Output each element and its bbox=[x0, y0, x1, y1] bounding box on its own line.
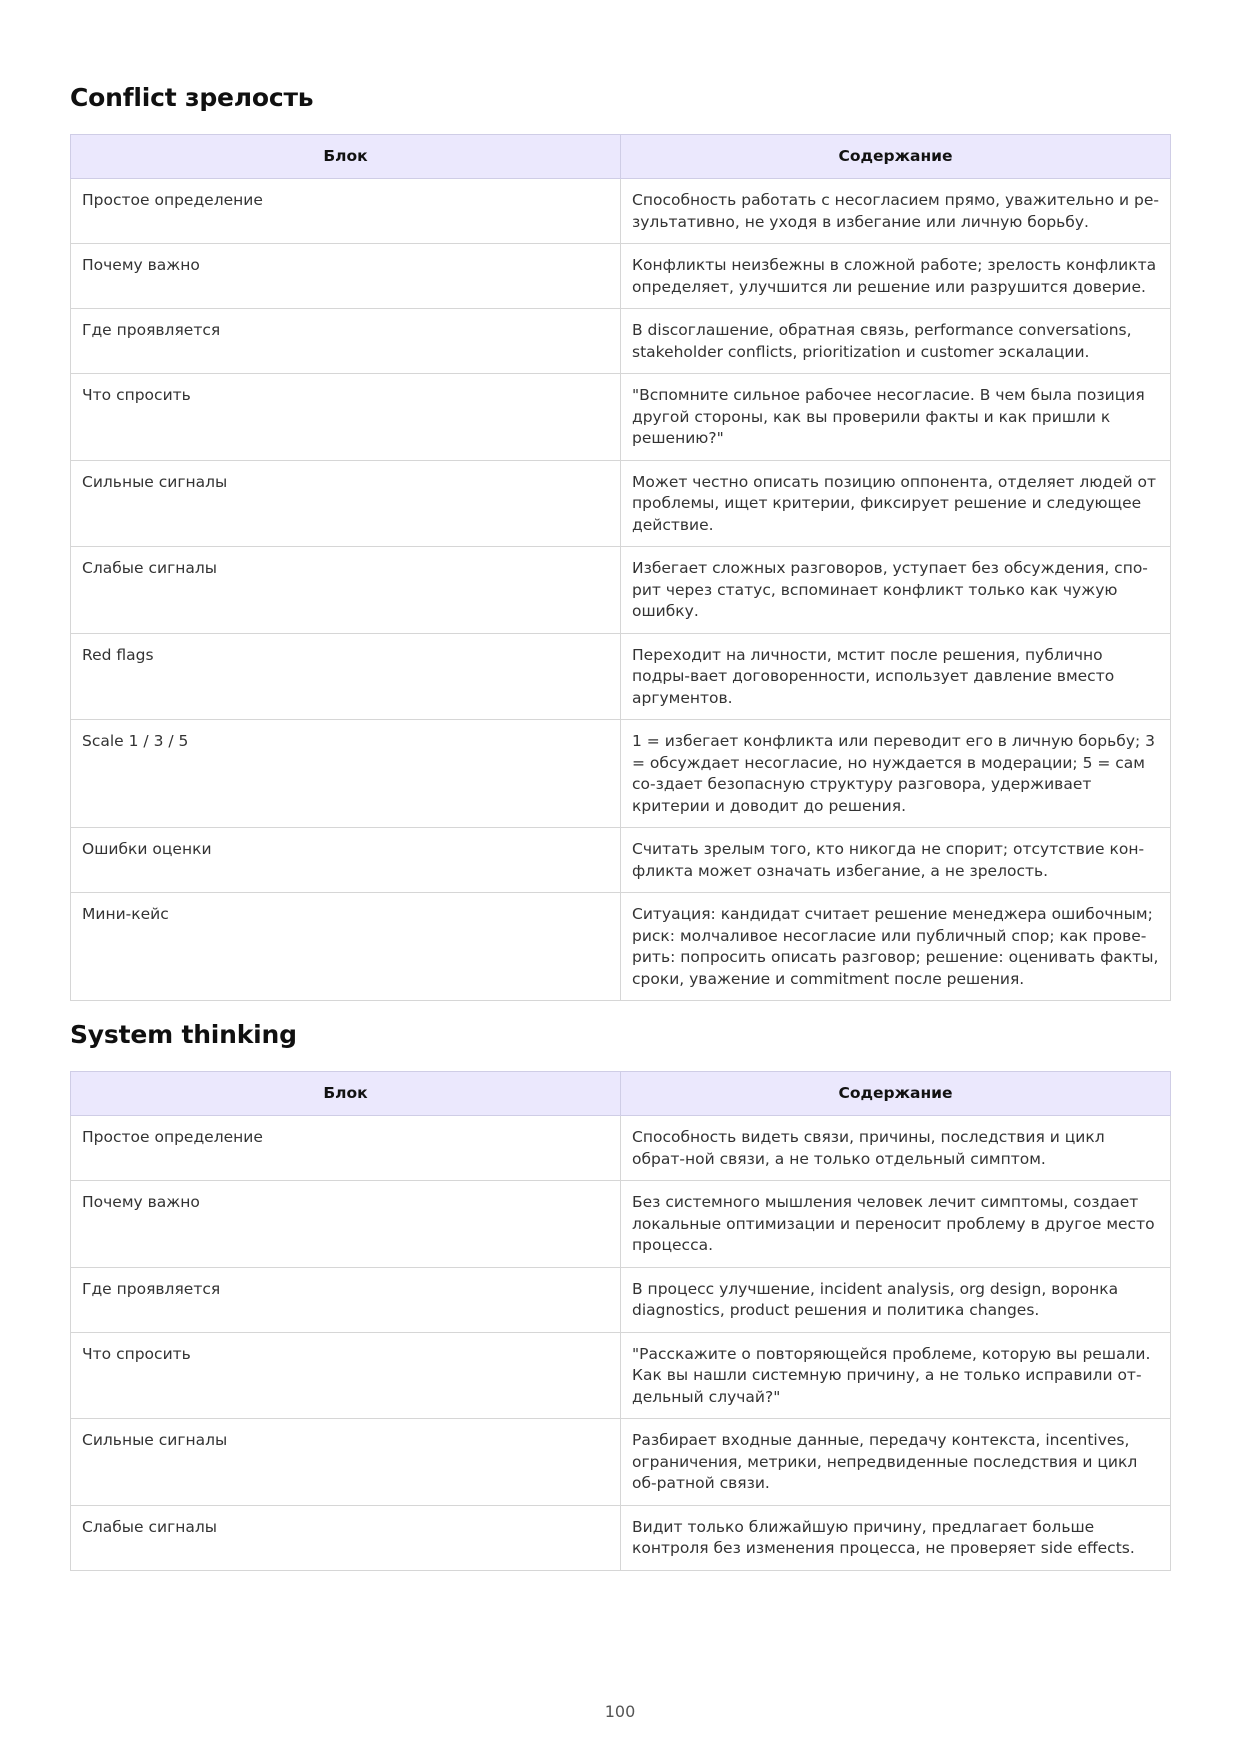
row-content-cell: Избегает сложных разговоров, уступает без обсуждения, спо-рит через статус, вспоминает конфликт только как чужую ошибку. bbox=[621, 547, 1171, 634]
row-content-cell: Способность видеть связи, причины, последствия и цикл обрат-ной связи, а не только отдельный симптом. bbox=[621, 1116, 1171, 1181]
table-row bbox=[71, 1116, 1171, 1181]
row-label-cell: Простое определение bbox=[71, 1116, 621, 1181]
row-label-cell: Что спросить bbox=[71, 374, 621, 461]
column-header-content: Содержание bbox=[621, 1072, 1171, 1116]
table-row bbox=[71, 1267, 1171, 1332]
row-label-cell: Что спросить bbox=[71, 1332, 621, 1419]
row-label-cell: Простое определение bbox=[71, 179, 621, 244]
section-title-conflict: Conflict зрелость bbox=[70, 83, 314, 112]
row-content-cell: Видит только ближайшую причину, предлагает больше контроля без изменения процесса, не проверяет side effects. bbox=[621, 1505, 1171, 1570]
table-row bbox=[71, 1332, 1171, 1419]
row-content-cell: Переходит на личности, мстит после решения, публично подры-вает договоренности, использует давление вместо аргументов. bbox=[621, 633, 1171, 720]
table-row bbox=[71, 460, 1171, 547]
table-row bbox=[71, 244, 1171, 309]
row-content-cell: В процесс улучшение, incident analysis, org design, воронка diagnostics, product решения и политика changes. bbox=[621, 1267, 1171, 1332]
row-label-cell: Почему важно bbox=[71, 244, 621, 309]
row-label-cell: Где проявляется bbox=[71, 1267, 621, 1332]
row-content-cell: Конфликты неизбежны в сложной работе; зрелость конфликта определяет, улучшится ли решение или разрушится доверие. bbox=[621, 244, 1171, 309]
row-label-cell: Ошибки оценки bbox=[71, 828, 621, 893]
column-header-block: Блок bbox=[71, 1072, 621, 1116]
table-row bbox=[71, 633, 1171, 720]
row-label-cell: Сильные сигналы bbox=[71, 1419, 621, 1506]
table-row bbox=[71, 309, 1171, 374]
row-label-cell: Сильные сигналы bbox=[71, 460, 621, 547]
table-header-row bbox=[71, 1072, 1171, 1116]
page-number: 100 bbox=[604, 1702, 636, 1721]
row-label-cell: Почему важно bbox=[71, 1181, 621, 1268]
row-content-cell: Разбирает входные данные, передачу контекста, incentives, ограничения, метрики, непредвиденные последствия и цикл об-ратной связи. bbox=[621, 1419, 1171, 1506]
table-row bbox=[71, 893, 1171, 1001]
row-label-cell: Мини-кейс bbox=[71, 893, 621, 1001]
table-row bbox=[71, 1419, 1171, 1506]
row-content-cell: "Расскажите о повторяющейся проблеме, которую вы решали. Как вы нашли системную причину, а не только исправили от-дельный случай?" bbox=[621, 1332, 1171, 1419]
row-label-cell: Слабые сигналы bbox=[71, 547, 621, 634]
table-conflict bbox=[70, 134, 1171, 1001]
row-label-cell: Где проявляется bbox=[71, 309, 621, 374]
table-row bbox=[71, 374, 1171, 461]
table-header-row bbox=[71, 135, 1171, 179]
row-label-cell: Scale 1 / 3 / 5 bbox=[71, 720, 621, 828]
table-row bbox=[71, 828, 1171, 893]
row-label-cell: Слабые сигналы bbox=[71, 1505, 621, 1570]
row-content-cell: Без системного мышления человек лечит симптомы, создает локальные оптимизации и переносит проблему в другое место процесса. bbox=[621, 1181, 1171, 1268]
row-content-cell: В discoглашение, обратная связь, performance conversations, stakeholder conflicts, prioritization и customer эскалации. bbox=[621, 309, 1171, 374]
table-row bbox=[71, 179, 1171, 244]
column-header-block: Блок bbox=[71, 135, 621, 179]
row-content-cell: Считать зрелым того, кто никогда не спорит; отсутствие кон-фликта может означать избегание, а не зрелость. bbox=[621, 828, 1171, 893]
column-header-content: Содержание bbox=[621, 135, 1171, 179]
row-content-cell: Может честно описать позицию оппонента, отделяет людей от проблемы, ищет критерии, фиксирует решение и следующее действие. bbox=[621, 460, 1171, 547]
table-system-thinking bbox=[70, 1071, 1171, 1571]
row-content-cell: Способность работать с несогласием прямо, уважительно и ре-зультативно, не уходя в избегание или личную борьбу. bbox=[621, 179, 1171, 244]
row-content-cell: Ситуация: кандидат считает решение менеджера ошибочным; риск: молчаливое несогласие или публичный спор; как прове-рить: попросить описать разговор; решение: оценивать факты, сроки, уважение и commitment после решения. bbox=[621, 893, 1171, 1001]
row-label-cell: Red flags bbox=[71, 633, 621, 720]
row-content-cell: 1 = избегает конфликта или переводит его в личную борьбу; 3 = обсуждает несогласие, но нуждается в модерации; 5 = сам со-здает безопасную структуру разговора, удерживает критерии и доводит до решения. bbox=[621, 720, 1171, 828]
row-content-cell: "Вспомните сильное рабочее несогласие. В чем была позиция другой стороны, как вы проверили факты и как пришли к решению?" bbox=[621, 374, 1171, 461]
table-row bbox=[71, 547, 1171, 634]
table-row bbox=[71, 720, 1171, 828]
section-title-system-thinking: System thinking bbox=[70, 1020, 297, 1049]
table-row bbox=[71, 1181, 1171, 1268]
table-row bbox=[71, 1505, 1171, 1570]
